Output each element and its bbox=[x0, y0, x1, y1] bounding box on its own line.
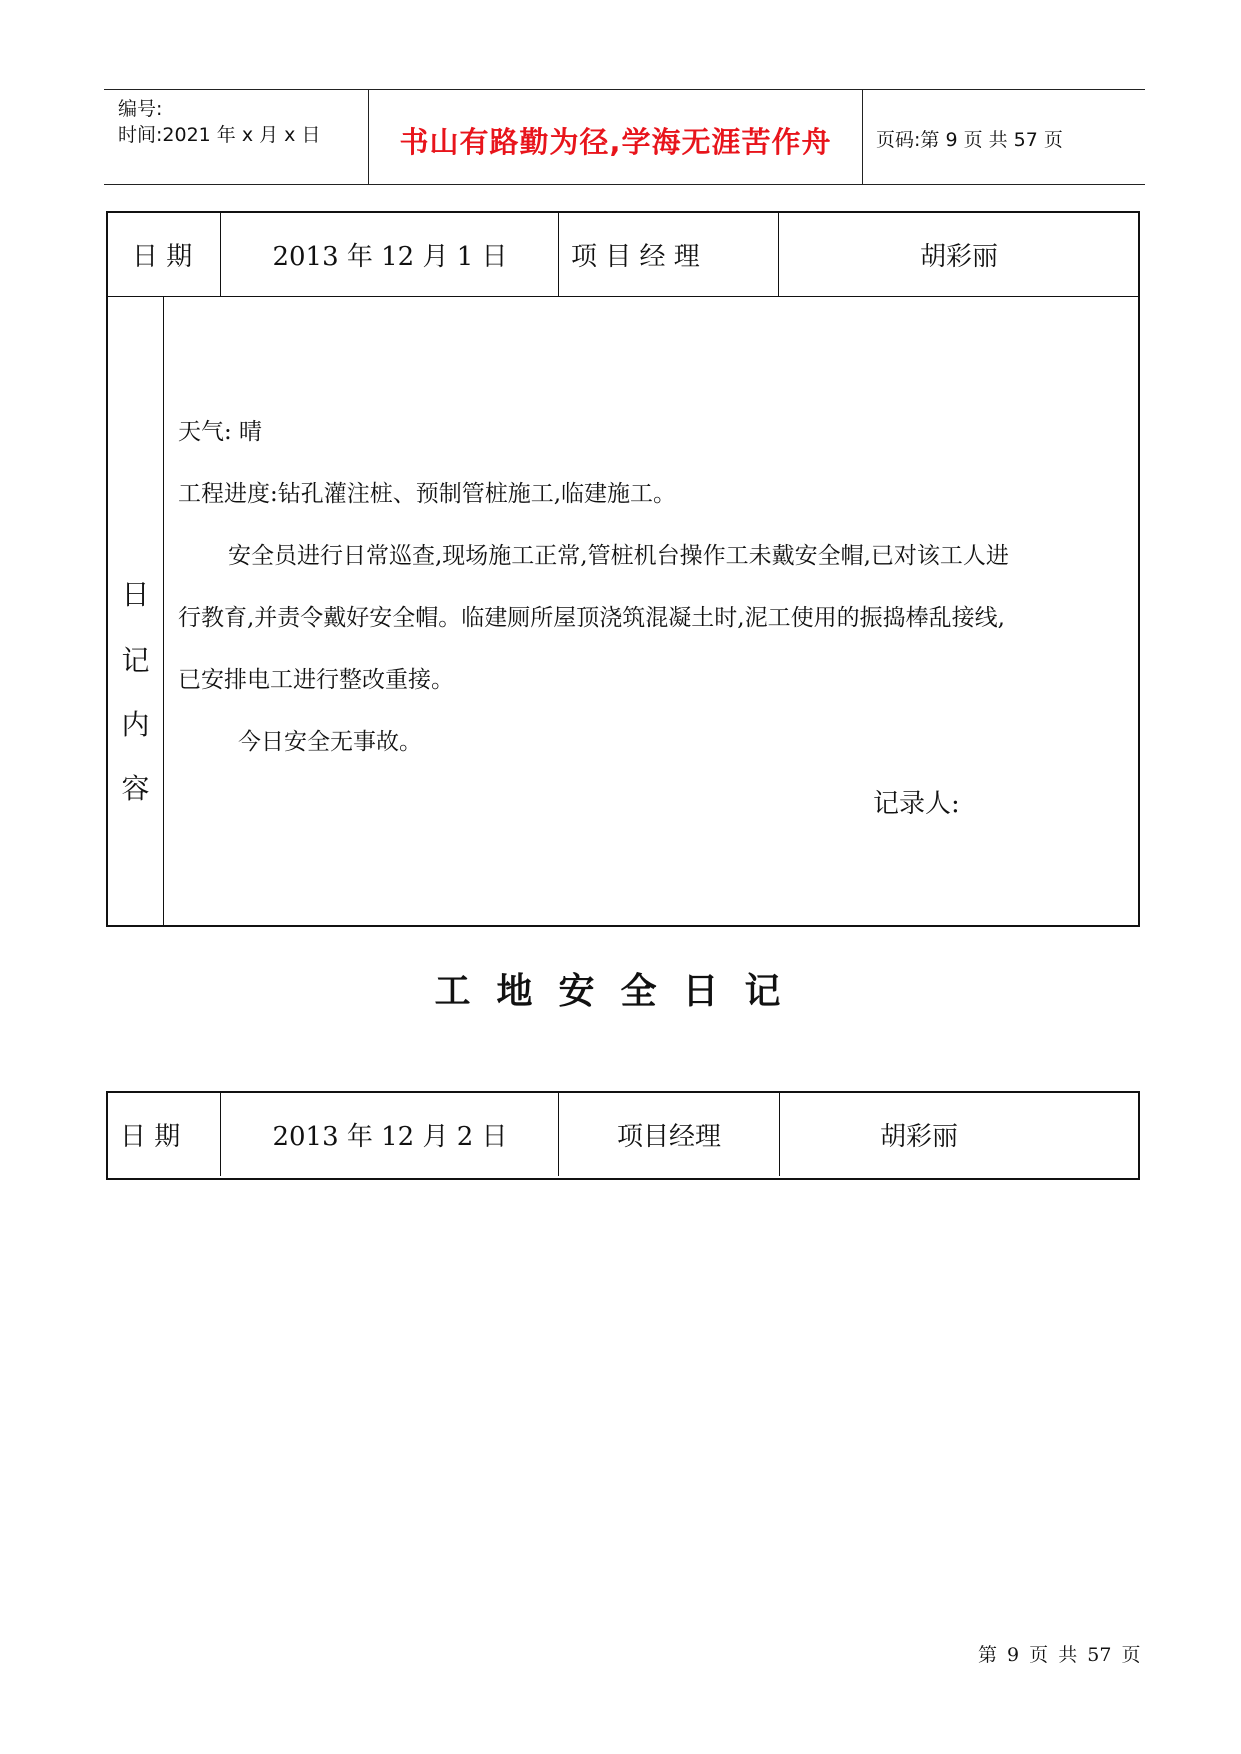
manager-value: 胡彩丽 bbox=[919, 242, 998, 272]
paragraph-line: 已安排电工进行整改重接。 bbox=[178, 667, 454, 693]
header-meta-cell bbox=[104, 90, 369, 184]
page-code: 页码:第 9 页 共 57 页 bbox=[876, 129, 1063, 151]
date-label: 日 期 bbox=[108, 213, 221, 296]
diary-content-label bbox=[108, 297, 164, 925]
date-value: 2013 年 12 月 2 日 bbox=[222, 1093, 559, 1176]
manager-label: 项目经理 bbox=[559, 1093, 780, 1176]
progress-line: 工程进度:钻孔灌注桩、预制管桩施工,临建施工。 bbox=[178, 481, 677, 507]
manager-value: 胡彩丽 bbox=[880, 1122, 959, 1152]
date-row bbox=[108, 213, 1138, 297]
date-row bbox=[108, 1093, 1138, 1176]
safety-line: 今日安全无事故。 bbox=[238, 729, 422, 755]
weather-line: 天气: 晴 bbox=[178, 419, 263, 445]
header-page-cell bbox=[864, 90, 1145, 184]
side-char-2: 记 bbox=[121, 644, 150, 677]
number-label: 编号: bbox=[118, 98, 163, 120]
motto: 书山有路勤为径,学海无涯苦作舟 bbox=[399, 125, 832, 159]
diary-content bbox=[178, 401, 1128, 835]
recorder-label: 记录人: bbox=[873, 789, 960, 819]
paragraph-line: 安全员进行日常巡查,现场施工正常,管桩机台操作工未戴安全帽,已对该工人进 bbox=[228, 543, 1009, 569]
side-char-3: 内 bbox=[121, 708, 150, 741]
page-footer: 第 9 页 共 57 页 bbox=[978, 1644, 1141, 1666]
paragraph-line: 行教育,并责令戴好安全帽。临建厕所屋顶浇筑混凝土时,泥工使用的振捣棒乱接线, bbox=[178, 605, 1005, 631]
date-label: 日 期 bbox=[108, 1093, 221, 1176]
side-char-1: 日 bbox=[121, 578, 150, 611]
date-value: 2013 年 12 月 1 日 bbox=[222, 213, 559, 296]
page-header bbox=[104, 89, 1145, 185]
side-char-4: 容 bbox=[121, 772, 150, 805]
time-label: 时间:2021 年 x 月 x 日 bbox=[118, 124, 321, 146]
page-title: 工地安全日记 bbox=[434, 971, 807, 1012]
diary-entry-1 bbox=[106, 211, 1140, 927]
header-motto-cell bbox=[369, 90, 863, 184]
manager-label: 项 目 经 理 bbox=[559, 213, 779, 296]
diary-entry-2 bbox=[106, 1091, 1140, 1180]
